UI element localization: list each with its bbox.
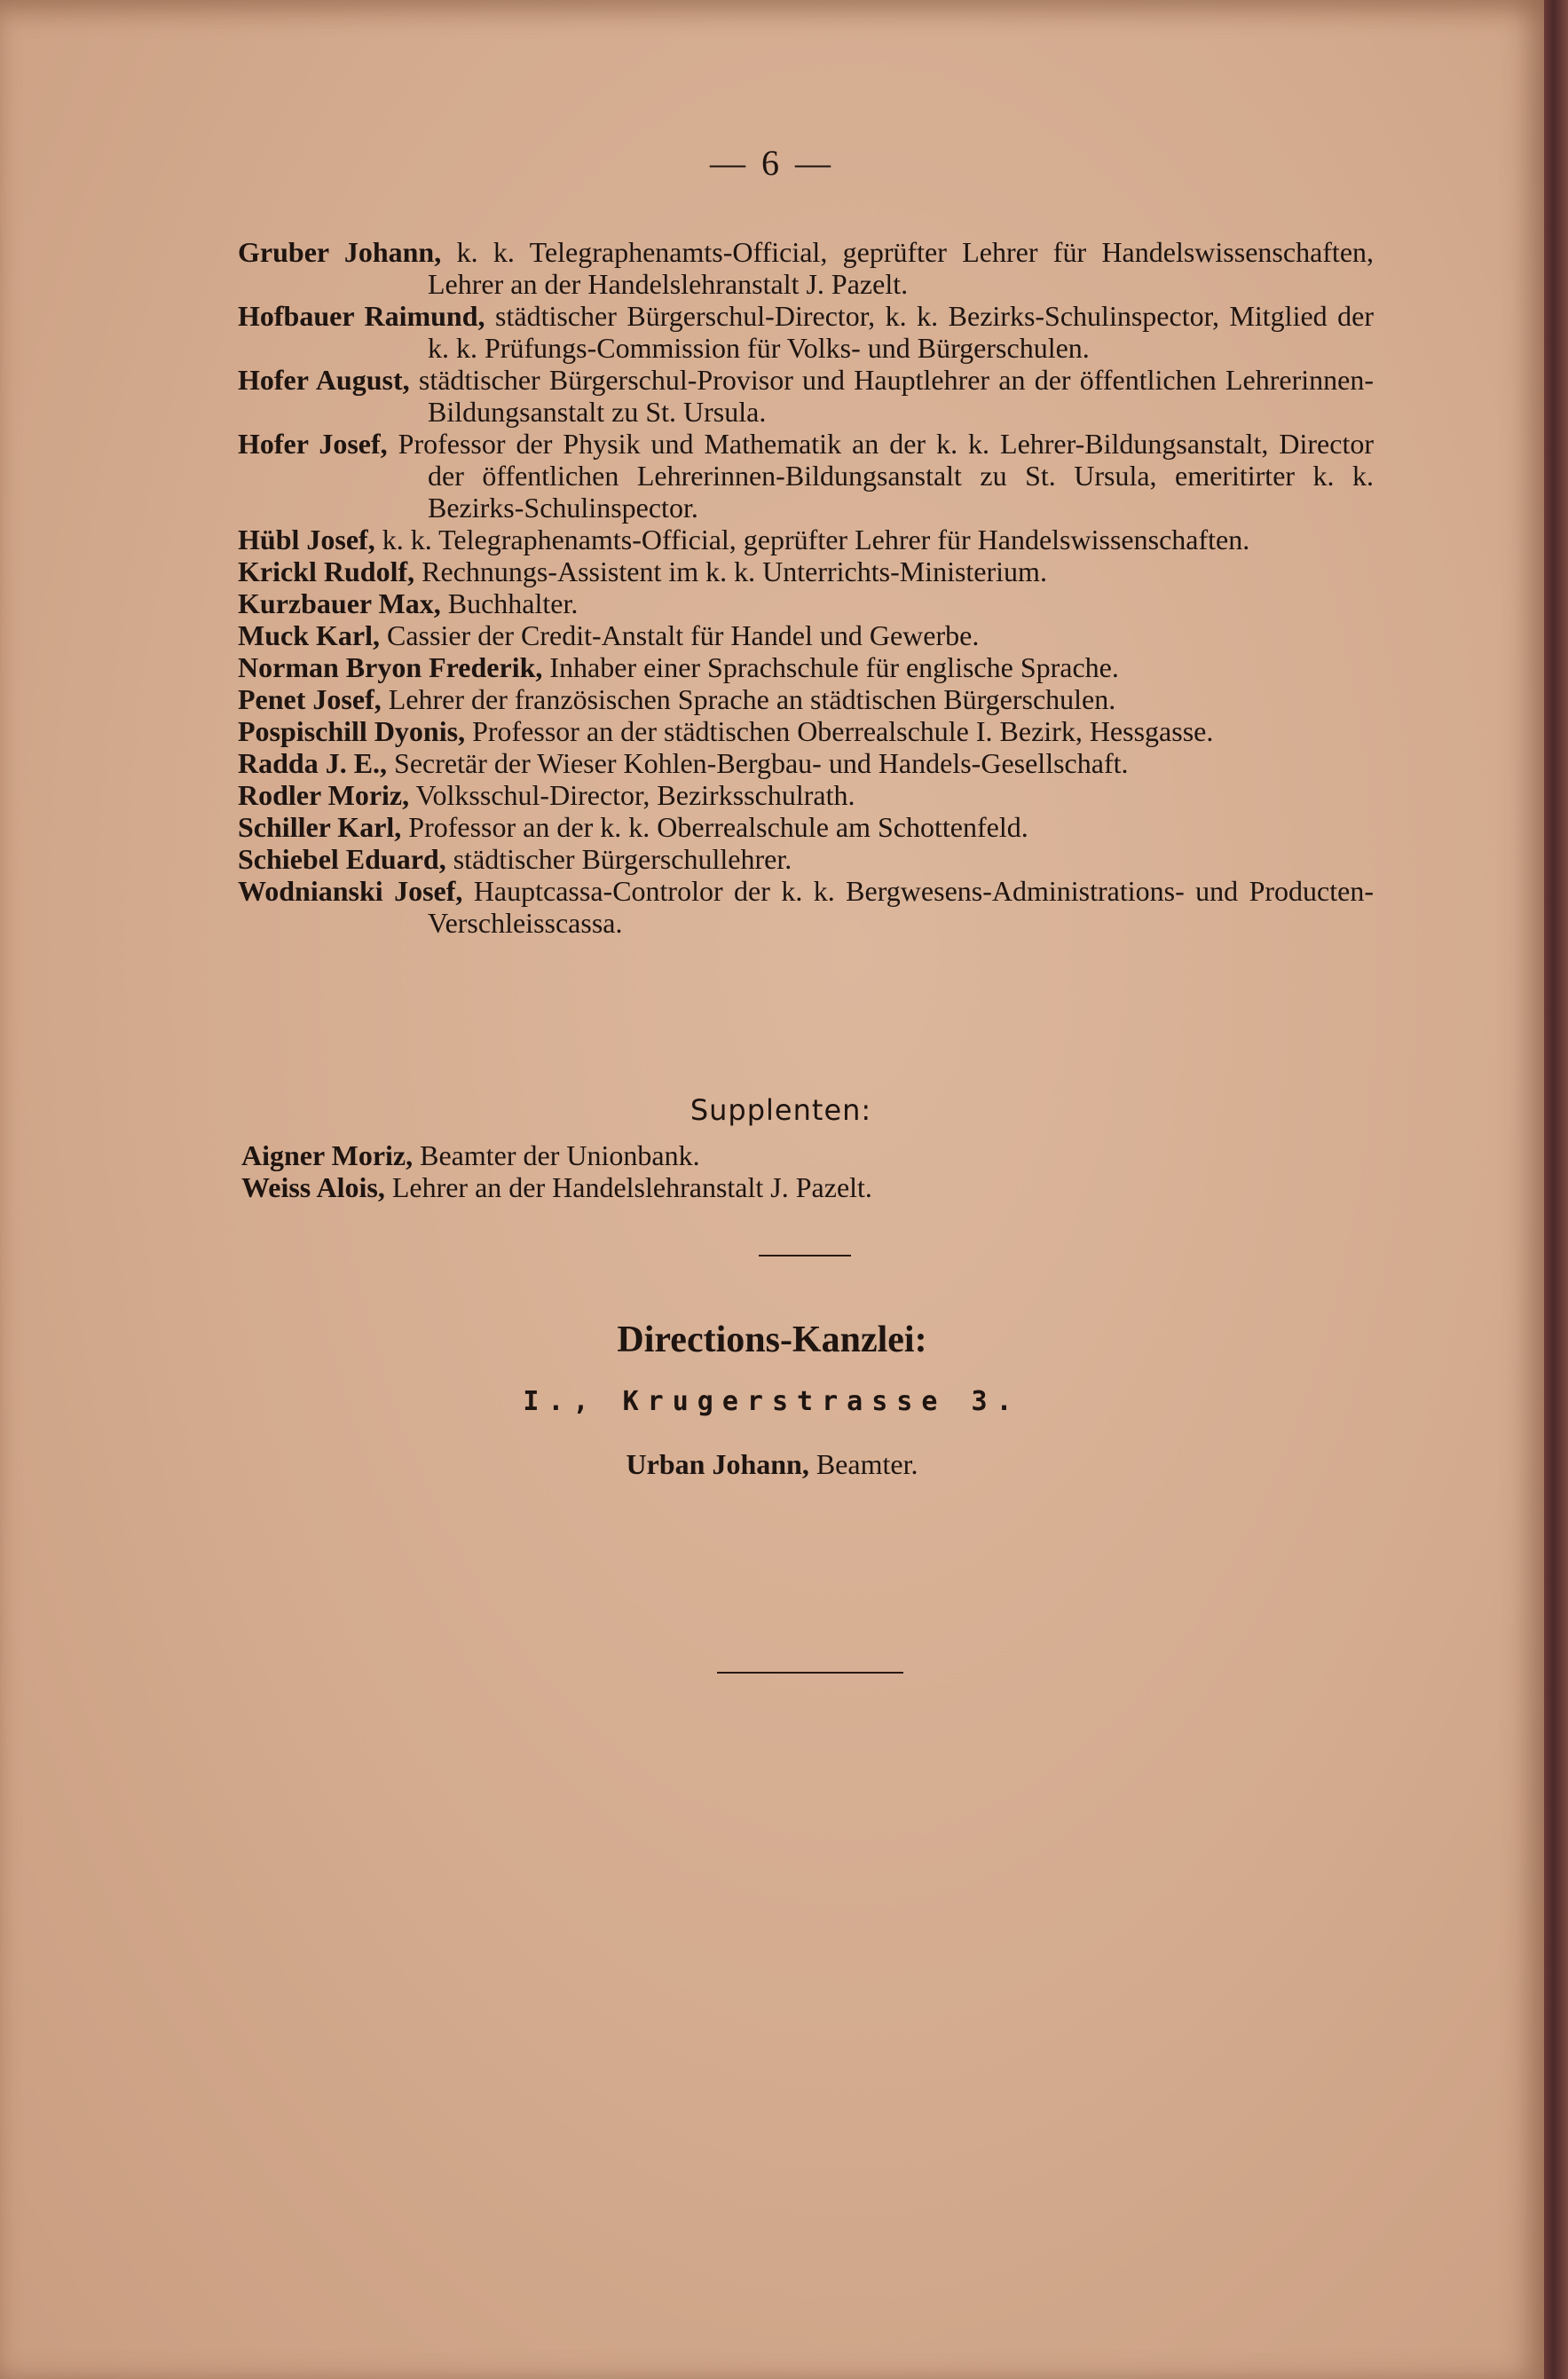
- list-item: [238, 364, 1374, 428]
- list-item: [238, 300, 1374, 364]
- staff-name: Urban Johann,: [626, 1448, 809, 1480]
- entry-desc: städtischer Bürgerschul-Director, k. k. Bezirks-Schulinspector, Mitglied der k. k. Prüfungs-Commission für Volks- und Bürgerschulen.: [428, 300, 1375, 364]
- teacher-list: [238, 236, 1374, 939]
- entry-desc: Lehrer der französischen Sprache an städtischen Bürgerschulen.: [388, 683, 1116, 715]
- entry-desc: Professor an der k. k. Oberrealschule am Schottenfeld.: [408, 811, 1028, 843]
- entry-name: Gruber Johann,: [238, 236, 442, 268]
- office-title: Directions-Kanzlei:: [617, 1319, 927, 1360]
- list-item: [238, 651, 1374, 683]
- list-item: [238, 619, 1374, 651]
- entry-name: Hübl Josef,: [238, 524, 375, 555]
- entry-desc: städtischer Bürgerschullehrer.: [453, 843, 792, 875]
- entry-desc: Inhaber einer Sprachschule für englische Sprache.: [549, 651, 1119, 683]
- supplenten-list: [241, 1139, 1306, 1203]
- list-item: [238, 587, 1374, 619]
- entry-name: Kurzbauer Max,: [238, 587, 441, 619]
- entry-desc: Professor der Physik und Mathematik an der k. k. Lehrer-Bildungsanstalt, Director der öffentlichen Lehrerinnen-Bildungsanstalt zu St. Ursula, emeritirter k. k. Bezirks-Schulinspector.: [398, 428, 1375, 524]
- entry-name: Hofbauer Raimund,: [238, 300, 485, 332]
- office-staff: [0, 1448, 1544, 1481]
- entry-name: Wodnianski Josef,: [238, 875, 463, 907]
- list-item: [238, 428, 1374, 524]
- entry-desc: städtischer Bürgerschul-Provisor und Hauptlehrer an der öffentlichen Lehrerinnen-Bildungsanstalt zu St. Ursula.: [418, 364, 1375, 428]
- list-item: [238, 811, 1374, 843]
- list-item: [238, 747, 1374, 779]
- entry-name: Rodler Moriz,: [238, 779, 410, 811]
- list-item: [238, 875, 1374, 939]
- entry-desc: k. k. Telegraphenamts-Official, geprüfter Lehrer für Handelswissenschaften.: [382, 524, 1250, 555]
- entry-name: Aigner Moriz,: [241, 1139, 414, 1171]
- page-number: — 6 —: [710, 143, 834, 183]
- entry-desc: Lehrer an der Handelslehranstalt J. Pazelt.: [391, 1171, 872, 1203]
- list-item: [241, 1171, 1306, 1203]
- binding-edge: [1544, 0, 1568, 2379]
- entry-name: Radda J. E.,: [238, 747, 388, 779]
- list-item: [238, 524, 1374, 555]
- list-item: [238, 779, 1374, 811]
- entry-desc: Hauptcassa-Controlor der k. k. Bergwesens-Administrations- und Producten-Verschleisscassa.: [428, 875, 1374, 939]
- divider-rule: [759, 1255, 851, 1256]
- entry-name: Hofer August,: [238, 364, 410, 396]
- entry-desc: Cassier der Credit-Anstalt für Handel und Gewerbe.: [386, 619, 980, 651]
- entry-name: Krickl Rudolf,: [238, 555, 415, 587]
- entry-desc: Professor an der städtischen Oberrealschule I. Bezirk, Hessgasse.: [472, 715, 1214, 747]
- entry-desc: Rechnungs-Assistent im k. k. Unterrichts-Ministerium.: [422, 555, 1047, 587]
- list-item: [238, 555, 1374, 587]
- list-item: [238, 683, 1374, 715]
- staff-desc: Beamter.: [816, 1448, 918, 1480]
- list-item: [238, 715, 1374, 747]
- list-item: [238, 236, 1374, 300]
- entry-name: Schiller Karl,: [238, 811, 402, 843]
- divider-rule: [717, 1672, 903, 1674]
- entry-desc: Buchhalter.: [447, 587, 579, 619]
- entry-name: Hofer Josef,: [238, 428, 388, 460]
- entry-name: Weiss Alois,: [241, 1171, 385, 1203]
- entry-desc: Secretär der Wieser Kohlen-Bergbau- und Handels-Gesellschaft.: [394, 747, 1129, 779]
- entry-name: Penet Josef,: [238, 683, 382, 715]
- supplenten-heading: Supplenten:: [689, 1093, 872, 1127]
- list-item: [238, 843, 1374, 875]
- entry-desc: Volksschul-Director, Bezirksschulrath.: [415, 779, 855, 811]
- entry-desc: k. k. Telegraphenamts-Official, geprüfter Lehrer für Handelswissenschaften, Lehrer an der Handelslehranstalt J. Pazelt.: [428, 236, 1375, 300]
- entry-name: Schiebel Eduard,: [238, 843, 446, 875]
- list-item: [241, 1139, 1306, 1171]
- entry-desc: Beamter der Unionbank.: [420, 1139, 700, 1171]
- entry-name: Norman Bryon Frederik,: [238, 651, 543, 683]
- entry-name: Pospischill Dyonis,: [238, 715, 466, 747]
- office-address: I., Krugerstrasse 3.: [523, 1386, 1021, 1417]
- entry-name: Muck Karl,: [238, 619, 380, 651]
